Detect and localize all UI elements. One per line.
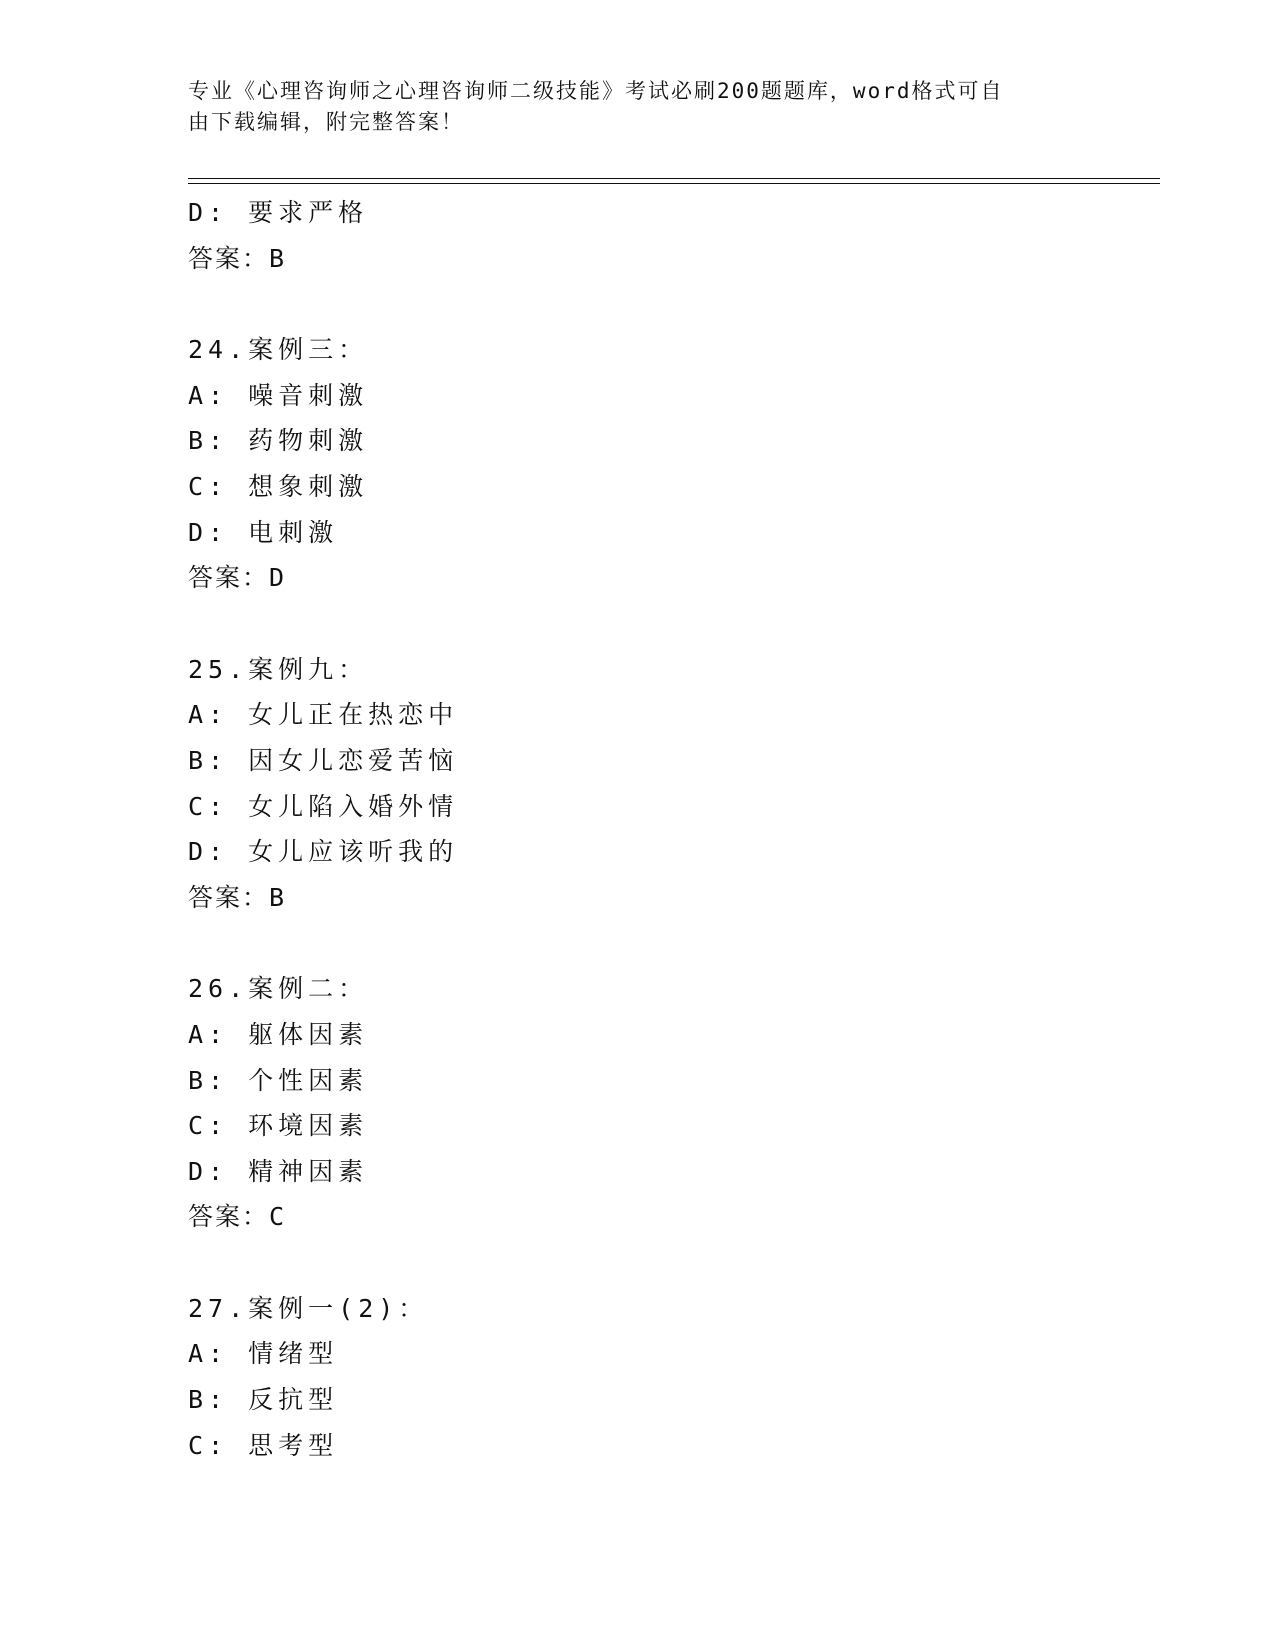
option-d: D: 电刺激 bbox=[188, 517, 339, 547]
spacer bbox=[188, 1240, 1138, 1286]
header-line-2: 由下载编辑，附完整答案！ bbox=[188, 110, 464, 134]
answer: 答案：C bbox=[188, 1202, 287, 1232]
option-d: D: 女儿应该听我的 bbox=[188, 837, 459, 867]
option-c: C: 思考型 bbox=[188, 1430, 339, 1460]
question-27 bbox=[188, 1286, 1138, 1468]
question-title: 25.案例九： bbox=[188, 654, 369, 684]
answer: 答案：D bbox=[188, 563, 287, 593]
spacer bbox=[188, 281, 1138, 327]
option-b: B: 因女儿恋爱苦恼 bbox=[188, 745, 459, 775]
header-line-1: 专业《心理咨询师之心理咨询师二级技能》考试必刷200题题库，word格式可自 bbox=[188, 79, 1004, 103]
option-c: C: 想象刺激 bbox=[188, 471, 369, 501]
question-24 bbox=[188, 327, 1138, 601]
option-b: B: 反抗型 bbox=[188, 1385, 339, 1415]
answer: 答案：B bbox=[188, 882, 287, 912]
document-header bbox=[188, 76, 1088, 138]
option-d: D: 要求严格 bbox=[188, 198, 369, 227]
option-a: A: 女儿正在热恋中 bbox=[188, 700, 459, 730]
option-b: B: 药物刺激 bbox=[188, 426, 369, 456]
header-rule-top bbox=[188, 178, 1160, 179]
spacer bbox=[188, 920, 1138, 966]
question-26 bbox=[188, 966, 1138, 1240]
option-a: A: 躯体因素 bbox=[188, 1019, 369, 1049]
option-d: D: 精神因素 bbox=[188, 1156, 369, 1186]
question-title: 26.案例二： bbox=[188, 974, 369, 1004]
option-a: A: 噪音刺激 bbox=[188, 380, 369, 410]
question-title: 27.案例一(2)： bbox=[188, 1293, 429, 1323]
header-rule-bottom bbox=[188, 183, 1160, 184]
question-23-tail bbox=[188, 190, 1138, 281]
question-list bbox=[188, 190, 1138, 1468]
question-title: 24.案例三： bbox=[188, 335, 369, 365]
option-a: A: 情绪型 bbox=[188, 1339, 339, 1369]
option-c: C: 环境因素 bbox=[188, 1111, 369, 1141]
question-25 bbox=[188, 647, 1138, 921]
option-b: B: 个性因素 bbox=[188, 1065, 369, 1095]
spacer bbox=[188, 601, 1138, 647]
option-c: C: 女儿陷入婚外情 bbox=[188, 791, 459, 821]
answer: 答案：B bbox=[188, 243, 287, 273]
